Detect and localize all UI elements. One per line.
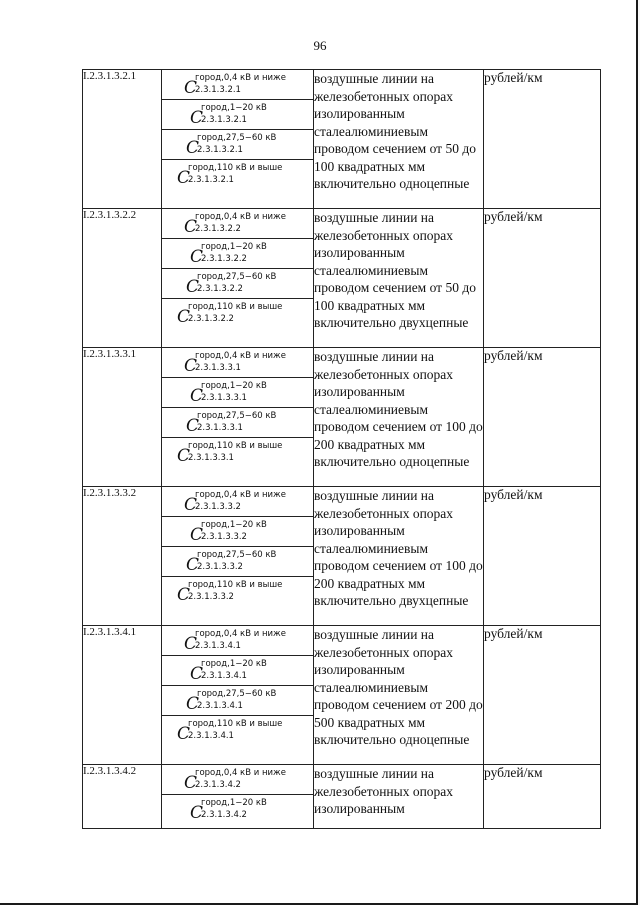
row-code: I.2.3.1.3.3.2	[83, 487, 162, 626]
symbol-subscript: 2.3.1.3.3.1	[201, 393, 247, 403]
symbol-cell	[162, 765, 314, 829]
symbol-superscript: город,27,5−60 кВ	[197, 689, 277, 699]
symbol-cell	[162, 626, 314, 765]
symbol-letter: C	[177, 585, 191, 605]
symbol-superscript: город,110 кВ и выше	[188, 163, 283, 173]
symbol-subcell	[162, 685, 313, 715]
symbol-cell	[162, 209, 314, 348]
symbol-subscript: 2.3.1.3.3.2	[188, 592, 234, 602]
symbol-subscript: 2.3.1.3.2.1	[201, 115, 247, 125]
symbol-subscript: 2.3.1.3.4.1	[188, 731, 234, 741]
tariff-table	[82, 69, 601, 829]
symbol-superscript: город,27,5−60 кВ	[197, 411, 277, 421]
symbol-letter: C	[190, 386, 204, 406]
symbol-superscript: город,0,4 кВ и ниже	[195, 73, 286, 83]
symbol-subscript: 2.3.1.3.3.2	[201, 532, 247, 542]
symbol-superscript: город,1−20 кВ	[201, 242, 267, 252]
symbol-subscript: 2.3.1.3.4.1	[201, 671, 247, 681]
symbol-superscript: город,27,5−60 кВ	[197, 272, 277, 282]
symbol-subcell	[162, 159, 313, 194]
symbol-superscript: город,110 кВ и выше	[188, 580, 283, 590]
symbol-superscript: город,1−20 кВ	[201, 520, 267, 530]
symbol-letter: C	[177, 168, 191, 188]
symbol-subscript: 2.3.1.3.2.2	[201, 254, 247, 264]
symbol-superscript: город,0,4 кВ и ниже	[195, 212, 286, 222]
symbol-subcell	[162, 268, 313, 298]
symbol-subscript: 2.3.1.3.2.1	[188, 175, 234, 185]
symbol-subscript: 2.3.1.3.2.2	[195, 224, 241, 234]
symbol-subcell	[162, 487, 313, 516]
symbol-subcell	[162, 437, 313, 472]
tariff-table-body	[83, 70, 601, 829]
symbol-letter: C	[177, 307, 191, 327]
symbol-letter: C	[190, 247, 204, 267]
symbol-superscript: город,0,4 кВ и ниже	[195, 768, 286, 778]
symbol-superscript: город,0,4 кВ и ниже	[195, 351, 286, 361]
row-description: воздушные линии на железобетонных опорах изолированным сталеалюминиевым проводом сечением от 50 до 100 квадратных мм включительно двухцепные	[314, 209, 484, 348]
symbol-subscript: 2.3.1.3.3.1	[188, 453, 234, 463]
symbol-letter: C	[184, 217, 198, 237]
symbol-subcell	[162, 407, 313, 437]
symbol-subcell	[162, 209, 313, 238]
symbol-subcell	[162, 765, 313, 794]
symbol-subcell	[162, 655, 313, 685]
page-number: 96	[313, 38, 327, 53]
symbol-letter: C	[184, 356, 198, 376]
symbol-subcell	[162, 129, 313, 159]
symbol-subcell	[162, 70, 313, 99]
row-code: I.2.3.1.3.2.2	[83, 209, 162, 348]
symbol-letter: C	[186, 416, 200, 436]
table-row	[83, 348, 601, 487]
symbol-superscript: город,1−20 кВ	[201, 103, 267, 113]
symbol-subcell	[162, 377, 313, 407]
symbol-subscript: 2.3.1.3.3.1	[195, 363, 241, 373]
symbol-superscript: город,1−20 кВ	[201, 659, 267, 669]
symbol-cell	[162, 348, 314, 487]
symbol-superscript: город,0,4 кВ и ниже	[195, 629, 286, 639]
row-description: воздушные линии на железобетонных опорах изолированным сталеалюминиевым проводом сечением от 50 до 100 квадратных мм включительно одноцепные	[314, 70, 484, 209]
symbol-superscript: город,27,5−60 кВ	[197, 550, 277, 560]
symbol-subscript: 2.3.1.3.4.1	[195, 641, 241, 651]
symbol-superscript: город,110 кВ и выше	[188, 441, 283, 451]
symbol-cell	[162, 487, 314, 626]
symbol-letter: C	[184, 78, 198, 98]
symbol-subscript: 2.3.1.3.2.1	[195, 85, 241, 95]
symbol-subcell	[162, 576, 313, 611]
row-code: I.2.3.1.3.4.1	[83, 626, 162, 765]
symbol-subscript: 2.3.1.3.3.2	[195, 502, 241, 512]
symbol-letter: C	[186, 555, 200, 575]
symbol-letter: C	[184, 634, 198, 654]
row-description: воздушные линии на железобетонных опорах изолированным	[314, 765, 484, 829]
row-unit: рублей/км	[484, 70, 601, 209]
row-unit: рублей/км	[484, 626, 601, 765]
table-row	[83, 70, 601, 209]
row-description: воздушные линии на железобетонных опорах изолированным сталеалюминиевым проводом сечением от 100 до 200 квадратных мм включительно одноцепные	[314, 348, 484, 487]
symbol-subscript: 2.3.1.3.4.2	[201, 810, 247, 820]
row-unit: рублей/км	[484, 765, 601, 829]
symbol-cell	[162, 70, 314, 209]
symbol-subscript: 2.3.1.3.4.2	[195, 780, 241, 790]
symbol-subcell	[162, 546, 313, 576]
symbol-superscript: город,27,5−60 кВ	[197, 133, 277, 143]
symbol-subscript: 2.3.1.3.2.2	[197, 284, 243, 294]
symbol-subscript: 2.3.1.3.2.1	[197, 145, 243, 155]
symbol-superscript: город,110 кВ и выше	[188, 302, 283, 312]
symbol-subcell	[162, 626, 313, 655]
table-row	[83, 209, 601, 348]
row-code: I.2.3.1.3.4.2	[83, 765, 162, 829]
symbol-superscript: город,1−20 кВ	[201, 381, 267, 391]
symbol-letter: C	[186, 694, 200, 714]
symbol-subscript: 2.3.1.3.3.2	[197, 562, 243, 572]
table-row	[83, 487, 601, 626]
row-code: I.2.3.1.3.3.1	[83, 348, 162, 487]
row-unit: рублей/км	[484, 348, 601, 487]
row-code: I.2.3.1.3.2.1	[83, 70, 162, 209]
symbol-subcell	[162, 238, 313, 268]
row-unit: рублей/км	[484, 487, 601, 626]
symbol-subscript: 2.3.1.3.2.2	[188, 314, 234, 324]
symbol-superscript: город,0,4 кВ и ниже	[195, 490, 286, 500]
symbol-letter: C	[186, 138, 200, 158]
symbol-subcell	[162, 99, 313, 129]
symbol-letter: C	[190, 803, 204, 823]
symbol-subscript: 2.3.1.3.4.1	[197, 701, 243, 711]
symbol-letter: C	[186, 277, 200, 297]
symbol-subcell	[162, 715, 313, 750]
symbol-letter: C	[177, 724, 191, 744]
symbol-superscript: город,110 кВ и выше	[188, 719, 283, 729]
row-unit: рублей/км	[484, 209, 601, 348]
symbol-letter: C	[184, 495, 198, 515]
row-description: воздушные линии на железобетонных опорах изолированным сталеалюминиевым проводом сечением от 100 до 200 квадратных мм включительно двухцепные	[314, 487, 484, 626]
symbol-subscript: 2.3.1.3.3.1	[197, 423, 243, 433]
symbol-subcell	[162, 516, 313, 546]
symbol-superscript: город,1−20 кВ	[201, 798, 267, 808]
symbol-subcell	[162, 794, 313, 824]
table-row	[83, 765, 601, 829]
symbol-subcell	[162, 298, 313, 333]
symbol-letter: C	[184, 773, 198, 793]
symbol-letter: C	[190, 108, 204, 128]
symbol-letter: C	[177, 446, 191, 466]
table-row	[83, 626, 601, 765]
symbol-letter: C	[190, 664, 204, 684]
symbol-subcell	[162, 348, 313, 377]
row-description: воздушные линии на железобетонных опорах изолированным сталеалюминиевым проводом сечением от 200 до 500 квадратных мм включительно одноцепные	[314, 626, 484, 765]
symbol-letter: C	[190, 525, 204, 545]
